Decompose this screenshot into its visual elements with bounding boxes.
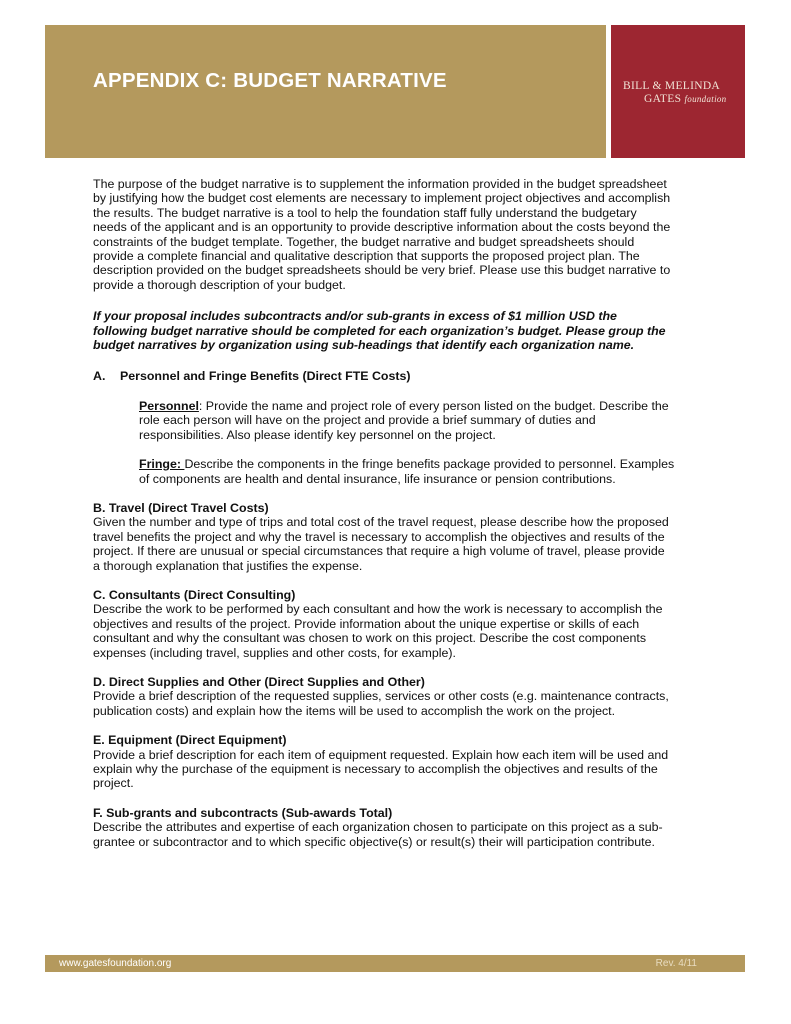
text-line: If your proposal includes subcontracts and/or sub-grants in excess of $1 million USD the [93,309,617,324]
section-title: Personnel and Fringe Benefits (Direct FTE Costs) [120,369,411,384]
text-line: description provided on the budget spreadsheets should be very brief. Please use this budget narrative to [93,263,671,278]
fringe-paragraph [139,457,713,486]
intro-paragraph [93,177,713,292]
text-line: Describe the components in the fringe benefits package provided to personnel. Examples [184,457,675,472]
fringe-text [139,457,713,486]
section-heading: D. Direct Supplies and Other (Direct Supplies and Other) [93,674,425,689]
logo-gates: GATES [644,93,682,105]
text-line: project. [93,776,134,791]
text-line: objectives and results of the project. Provide information about the unique expertise or skills of each [93,616,640,631]
text-line: grantee or subcontractor and to which specific objective(s) or result(s) their will participation contribute. [93,834,655,849]
section [93,806,713,849]
text-line: of components are health and dental insurance, life insurance or pension contributions. [139,471,616,486]
text-line: the results. The budget narrative is a tool to help the foundation staff fully understand the budgetary [93,205,637,220]
text-line: following budget narrative should be completed for each organization’s budget. Please group the [93,323,666,338]
text-line: provide a complete financial and qualitative description that supports the proposed project plan. The [93,249,640,264]
text-line: consultant and why the consultant was chosen to work on this project. Describe the cost components [93,631,647,646]
text-line: explain why the purchase of the equipment is necessary to accomplish the objectives and results of the [93,762,658,776]
text-line: a thorough explanation that justifies the expense. [93,558,363,573]
personnel-paragraph [139,399,713,442]
section-text [93,602,713,660]
page-title: APPENDIX C: BUDGET NARRATIVE [93,69,447,92]
personnel-text [139,399,713,442]
text-line: travel benefits the project and why the travel is necessary to accomplish the objectives and results of the [93,529,665,544]
section-text [93,515,713,573]
section [93,733,713,791]
logo-line1: BILL & MELINDA [623,80,721,92]
text-line: publication costs) and explain how the items will be used to accomplish the work on the project. [93,703,616,718]
section [93,501,713,573]
logo-line2 [644,93,726,105]
text-line: Provide a brief description of the requested supplies, services or other costs (e.g. maintenance contracts, [93,689,669,704]
text-line: budget narratives by organization using sub-headings that identify each organization name. [93,338,635,353]
text-line: : Provide the name and project role of every person listed on the budget. Describe the [198,398,669,413]
section-a-heading [93,369,713,383]
footer-url[interactable]: www.gatesfoundation.org [59,958,172,969]
document-body [93,177,713,849]
section [93,675,713,718]
text-line: project. If there are unusual or special circumstances that require a high volume of travel, please provide [93,544,665,559]
text-line: constraints of the budget template. Together, the budget narrative and budget spreadsheets should [93,234,635,249]
text-line: needs of the applicant and is an opportunity to provide descriptive information about the costs beyond the [93,220,671,235]
header-banner [45,25,606,158]
revision-label: Rev. 4/11 [655,958,697,969]
section-heading: F. Sub-grants and subcontracts (Sub-awards Total) [93,805,393,820]
text-line: role each person will have on the project and provide a brief summary of duties and [139,413,596,428]
section-text [93,748,713,791]
section-heading: E. Equipment (Direct Equipment) [93,733,287,748]
section-letter: A. [93,369,106,384]
text-line: Provide a brief description for each item of equipment requested. Explain how each item will be used and [93,747,669,762]
text-line: responsibilities. Also please identify key personnel on the project. [139,427,496,442]
text-line: The purpose of the budget narrative is to supplement the information provided in the budget spreadsheet [93,177,667,191]
note-paragraph [93,309,713,352]
section-text [93,689,713,718]
section [93,588,713,660]
text-line: Describe the work to be performed by each consultant and how the work is necessary to accomplish the [93,602,663,617]
text-line: expenses (including travel, supplies and other costs, for example). [93,645,456,660]
text-line: Describe the attributes and expertise of each organization chosen to participate on this project as a sub- [93,820,663,835]
text-line: by justifying how the budget cost elements are necessary to implement project objectives and accomplish [93,191,671,206]
foundation-logo [611,25,745,158]
text-line: Given the number and type of trips and total cost of the travel request, please describe how the proposed [93,515,669,530]
section-text [93,820,713,849]
logo-foundation: foundation [684,94,727,104]
text-line: provide a thorough description of your budget. [93,277,346,292]
personnel-label: Personnel [139,398,199,413]
section-heading: B. Travel (Direct Travel Costs) [93,500,269,515]
fringe-label: Fringe: [139,457,185,472]
section-heading: C. Consultants (Direct Consulting) [93,587,296,602]
footer-bar [45,955,745,972]
